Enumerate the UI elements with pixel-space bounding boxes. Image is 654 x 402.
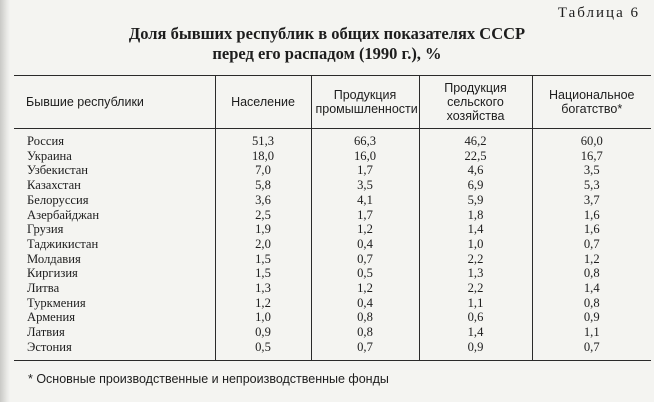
cell-population-share: 1,3 [215, 281, 311, 296]
cell-wealth-share: 3,5 [532, 163, 651, 178]
table-row [14, 178, 651, 193]
cell-industrial-share: 1,2 [311, 222, 419, 237]
column-header-republics: Бывшие республики [14, 76, 215, 129]
cell-agricultural-share: 1,3 [419, 266, 532, 281]
table-header-row [14, 76, 651, 129]
cell-republic-name: Белоруссия [27, 192, 89, 207]
cell-industrial-share: 66,3 [311, 129, 419, 149]
column-header-industrial-output: Продукция промышленности [311, 76, 419, 129]
cell-agricultural-share: 6,9 [419, 178, 532, 193]
cell-population-share: 1,9 [215, 222, 311, 237]
data-table [14, 75, 651, 361]
cell-wealth-share: 1,6 [532, 208, 651, 223]
cell-wealth-share: 1,2 [532, 252, 651, 267]
cell-wealth-share: 16,7 [532, 149, 651, 164]
cell-population-share: 2,5 [215, 208, 311, 223]
cell-agricultural-share: 5,9 [419, 193, 532, 208]
cell-agricultural-share: 0,6 [419, 310, 532, 325]
table-body [14, 129, 651, 360]
cell-population-share: 51,3 [215, 129, 311, 149]
column-header-population: Население [215, 76, 311, 129]
table-number-label: Таблица 6 [557, 5, 640, 21]
cell-wealth-share: 1,1 [532, 325, 651, 340]
cell-wealth-share: 1,4 [532, 281, 651, 296]
table-row [14, 129, 651, 149]
cell-agricultural-share: 22,5 [419, 149, 532, 164]
cell-industrial-share: 0,5 [311, 266, 419, 281]
column-header-agricultural-output: Продукция сельского хозяйства [419, 76, 532, 129]
cell-wealth-share: 1,6 [532, 222, 651, 237]
cell-population-share: 1,5 [215, 252, 311, 267]
cell-industrial-share: 0,7 [311, 340, 419, 360]
cell-agricultural-share: 0,9 [419, 340, 532, 360]
cell-republic-name: Туркмения [27, 295, 86, 310]
cell-industrial-share: 3,5 [311, 178, 419, 193]
cell-industrial-share: 1,7 [311, 208, 419, 223]
cell-agricultural-share: 46,2 [419, 129, 532, 149]
cell-population-share: 0,5 [215, 340, 311, 360]
cell-industrial-share: 1,7 [311, 163, 419, 178]
cell-republic-name: Грузия [27, 222, 64, 237]
cell-republic-name: Россия [27, 134, 65, 148]
cell-population-share: 2,0 [215, 237, 311, 252]
table-row [14, 222, 651, 237]
cell-republic-name: Украина [27, 148, 72, 163]
cell-wealth-share: 0,7 [532, 237, 651, 252]
footnote: * Основные производственные и непроизводственные фонды [28, 372, 389, 386]
table-row [14, 340, 651, 360]
cell-industrial-share: 0,8 [311, 310, 419, 325]
cell-wealth-share: 0,8 [532, 266, 651, 281]
cell-agricultural-share: 1,0 [419, 237, 532, 252]
cell-population-share: 5,8 [215, 178, 311, 193]
table-title [0, 24, 654, 64]
cell-population-share: 7,0 [215, 163, 311, 178]
table-row [14, 325, 651, 340]
cell-republic-name: Казахстан [27, 178, 81, 193]
cell-population-share: 3,6 [215, 193, 311, 208]
column-header-national-wealth: Национальное богатство* [532, 76, 651, 129]
cell-agricultural-share: 1,4 [419, 325, 532, 340]
cell-industrial-share: 0,7 [311, 252, 419, 267]
cell-republic-name: Азербайджан [27, 207, 100, 222]
cell-industrial-share: 0,4 [311, 296, 419, 311]
table-row [14, 266, 651, 281]
cell-republic-name: Литва [27, 281, 60, 296]
cell-agricultural-share: 1,8 [419, 208, 532, 223]
table-row [14, 310, 651, 325]
table-row [14, 193, 651, 208]
cell-industrial-share: 4,1 [311, 193, 419, 208]
table-row [14, 252, 651, 267]
table-row [14, 149, 651, 164]
cell-republic-name: Латвия [27, 325, 65, 340]
cell-agricultural-share: 2,2 [419, 252, 532, 267]
cell-industrial-share: 16,0 [311, 149, 419, 164]
table-row [14, 281, 651, 296]
cell-wealth-share: 0,8 [532, 296, 651, 311]
cell-wealth-share: 3,7 [532, 193, 651, 208]
cell-agricultural-share: 2,2 [419, 281, 532, 296]
cell-population-share: 0,9 [215, 325, 311, 340]
table-row [14, 296, 651, 311]
cell-wealth-share: 60,0 [532, 129, 651, 149]
cell-population-share: 1,5 [215, 266, 311, 281]
cell-republic-name: Армения [27, 310, 76, 325]
cell-republic-name: Эстония [27, 339, 72, 354]
table-row [14, 163, 651, 178]
table-title-line-2: перед его распадом (1990 г.), % [212, 44, 442, 63]
cell-industrial-share: 0,4 [311, 237, 419, 252]
table-title-line-1: Доля бывших республик в общих показателях СССР [128, 24, 526, 43]
table-row [14, 208, 651, 223]
cell-republic-name: Молдавия [27, 251, 81, 266]
cell-republic-name: Киргизия [27, 266, 78, 281]
table-row [14, 237, 651, 252]
cell-wealth-share: 0,7 [532, 340, 651, 360]
cell-republic-name: Таджикистан [27, 236, 99, 251]
cell-agricultural-share: 1,1 [419, 296, 532, 311]
cell-industrial-share: 0,8 [311, 325, 419, 340]
cell-population-share: 1,0 [215, 310, 311, 325]
cell-agricultural-share: 4,6 [419, 163, 532, 178]
cell-agricultural-share: 1,4 [419, 222, 532, 237]
cell-population-share: 1,2 [215, 296, 311, 311]
cell-republic-name: Узбекистан [27, 163, 89, 178]
cell-industrial-share: 1,2 [311, 281, 419, 296]
cell-wealth-share: 0,9 [532, 310, 651, 325]
cell-wealth-share: 5,3 [532, 178, 651, 193]
cell-population-share: 18,0 [215, 149, 311, 164]
